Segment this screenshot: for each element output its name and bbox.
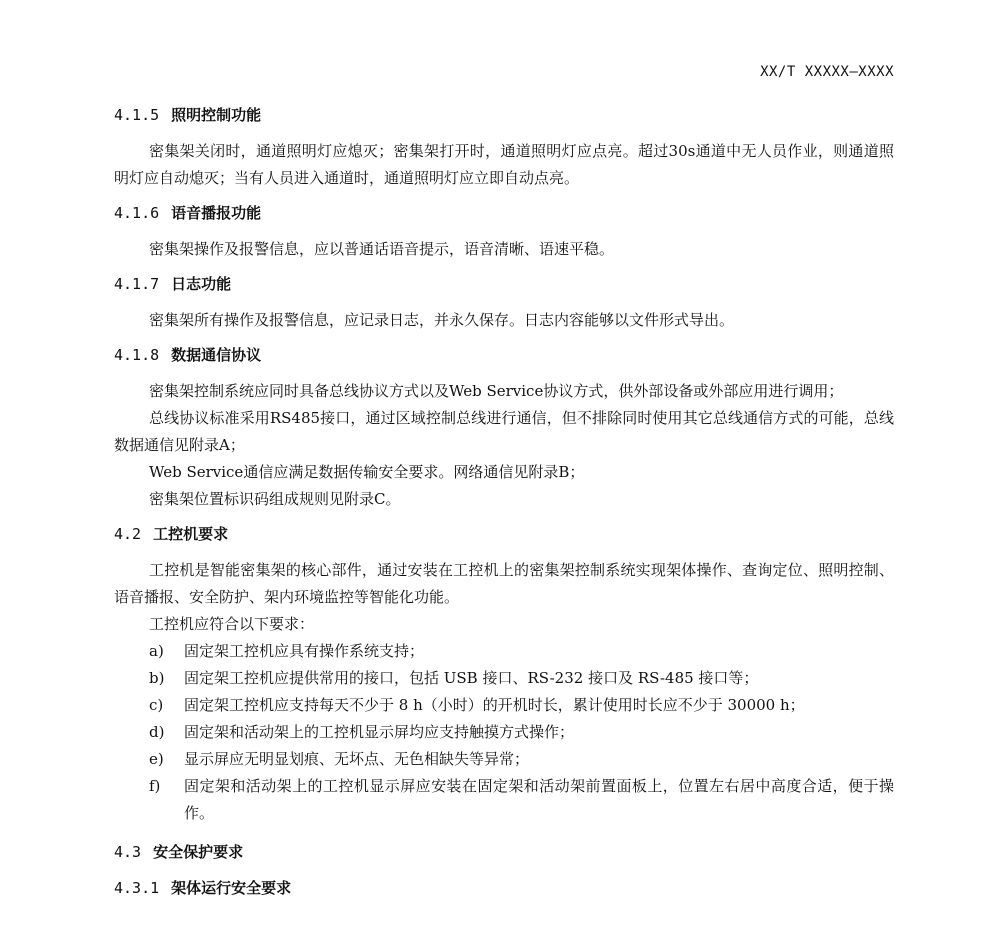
list-item-text: 固定架和活动架上的工控机显示屏应安装在固定架和活动架前置面板上，位置左右居中高度合适，便于操作。: [184, 777, 894, 822]
list-item: [114, 692, 894, 719]
section-heading-4-1-8: [114, 344, 894, 366]
section-title: 照明控制功能: [171, 106, 262, 124]
list-item: [114, 719, 894, 746]
list-item: [114, 746, 894, 773]
list-item-text: 显示屏应无明显划痕、无坏点、无色相缺失等异常；: [184, 750, 530, 768]
paragraph-bus-protocol: 总线协议标准采用RS485接口，通过区域控制总线进行通信，但不排除同时使用其它总线通信方式的可能，总线数据通信见附录A；: [114, 409, 894, 454]
ipc-requirements-list: [114, 638, 894, 827]
section-title: 架体运行安全要求: [171, 879, 292, 897]
paragraph-protocol-overview: 密集架控制系统应同时具备总线协议方式以及Web Service协议方式，供外部设备或外部应用进行调用；: [149, 382, 844, 400]
paragraph-position-code: 密集架位置标识码组成规则见附录C。: [149, 490, 401, 508]
section-heading-4-3-1: [114, 877, 894, 899]
list-item-text: 固定架工控机应提供常用的接口，包括 USB 接口、RS-232 接口及 RS-485 接口等；: [184, 669, 759, 687]
list-item: [114, 638, 894, 665]
list-item-text: 固定架工控机应支持每天不少于 8 h（小时）的开机时长，累计使用时长应不少于 30000 h；: [184, 696, 805, 714]
section-heading-4-1-7: [114, 273, 894, 295]
section-title: 工控机要求: [153, 525, 229, 543]
section-number: 4.1.7: [114, 275, 160, 293]
paragraph-lighting-control: 密集架关闭时，通道照明灯应熄灭；密集架打开时，通道照明灯应点亮。超过30s通道中无人员作业，则通道照明灯应自动熄灭；当有人员进入通道时，通道照明灯应立即自动点亮。: [114, 142, 894, 187]
paragraph-ipc-requirements-lead: 工控机应符合以下要求：: [149, 615, 315, 633]
section-number: 4.2: [114, 525, 142, 543]
section-title: 语音播报功能: [171, 204, 262, 222]
document-code-header: XX/T XXXXX—XXXX: [760, 64, 894, 80]
list-marker: a): [149, 642, 164, 660]
section-number: 4.3: [114, 843, 142, 861]
paragraph-web-service: Web Service通信应满足数据传输安全要求。网络通信见附录B；: [149, 463, 585, 481]
list-item-text: 固定架工控机应具有操作系统支持；: [184, 642, 425, 660]
section-title: 数据通信协议: [171, 346, 262, 364]
section-title: 安全保护要求: [153, 843, 244, 861]
section-heading-4-2: [114, 523, 894, 545]
list-marker: c): [149, 696, 164, 714]
section-title: 日志功能: [171, 275, 232, 293]
list-item: [114, 665, 894, 692]
section-number: 4.1.5: [114, 106, 160, 124]
section-heading-4-1-6: [114, 202, 894, 224]
section-number: 4.1.8: [114, 346, 160, 364]
paragraph-voice-broadcast: 密集架操作及报警信息，应以普通话语音提示，语音清晰、语速平稳。: [149, 240, 615, 258]
list-item-text: 固定架和活动架上的工控机显示屏均应支持触摸方式操作；: [184, 723, 575, 741]
section-number: 4.3.1: [114, 879, 160, 897]
list-marker: f): [149, 777, 161, 795]
list-marker: b): [149, 669, 165, 687]
section-heading-4-1-5: [114, 104, 894, 126]
document-body: [114, 104, 894, 899]
paragraph-ipc-intro: 工控机是智能密集架的核心部件，通过安装在工控机上的密集架控制系统实现架体操作、查询定位、照明控制、语音播报、安全防护、架内环境监控等智能化功能。: [114, 561, 894, 606]
paragraph-log-function: 密集架所有操作及报警信息，应记录日志，并永久保存。日志内容能够以文件形式导出。: [149, 311, 735, 329]
list-item: [114, 773, 894, 827]
list-marker: d): [149, 723, 165, 741]
section-number: 4.1.6: [114, 204, 160, 222]
section-heading-4-3: [114, 841, 894, 863]
list-marker: e): [149, 750, 164, 768]
